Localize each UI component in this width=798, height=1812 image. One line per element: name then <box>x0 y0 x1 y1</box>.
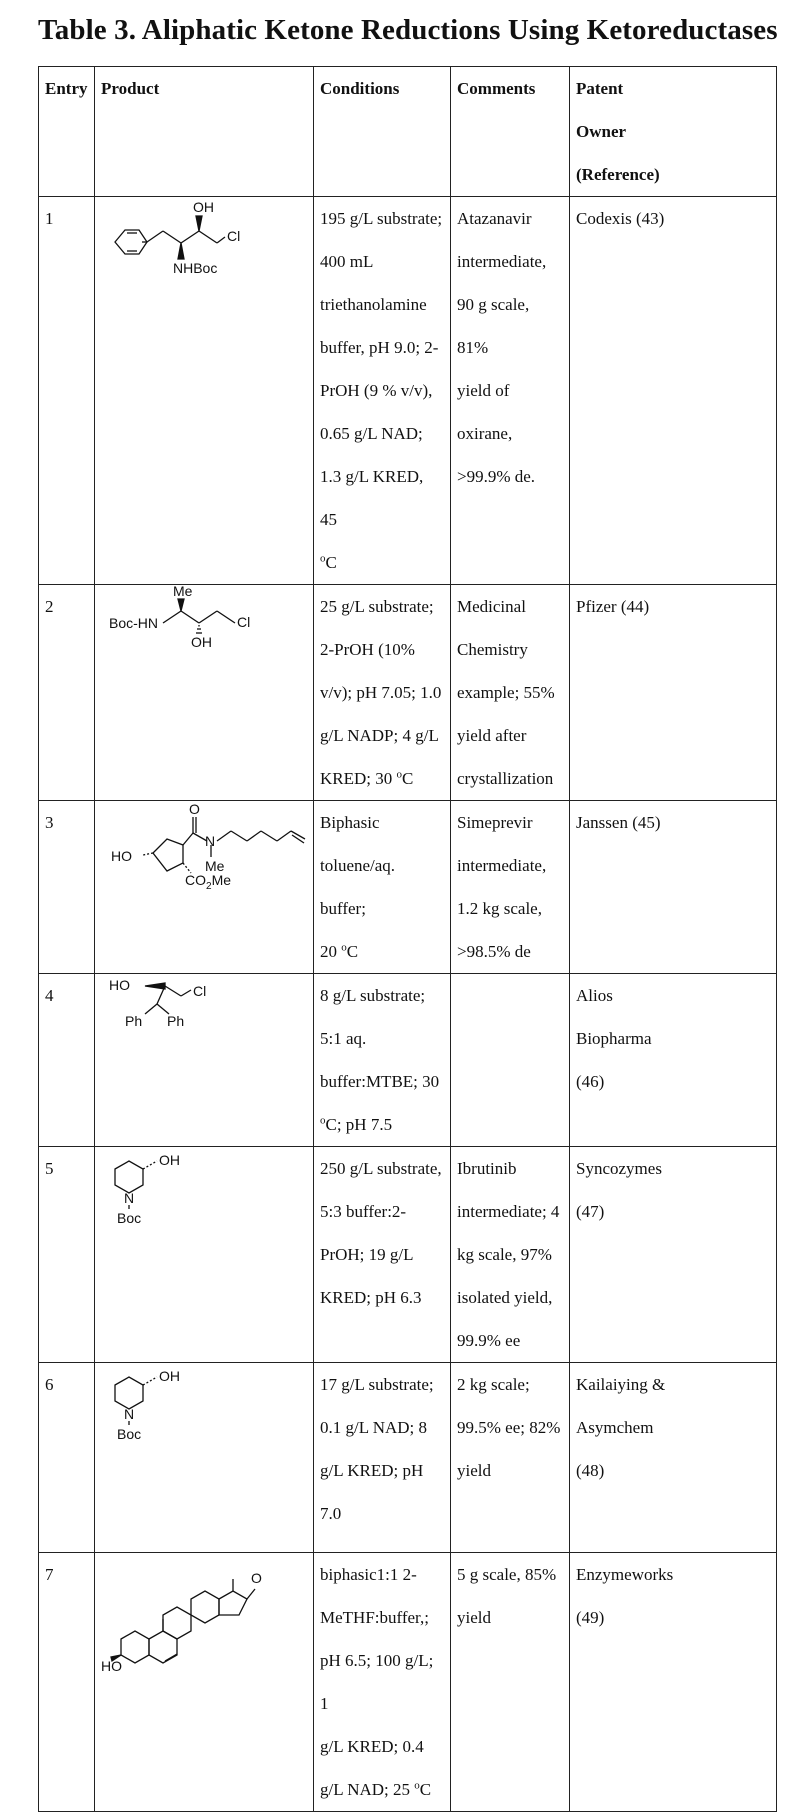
structure-image <box>101 197 307 287</box>
degree-sign: o <box>320 1114 326 1127</box>
header-owner <box>570 67 777 197</box>
entry-cell: 5 <box>39 1147 95 1363</box>
ho-label: HO <box>111 848 132 864</box>
header-owner-line: Patent <box>576 79 624 98</box>
owner-cell: Kailaiying & Asymchem (48) <box>570 1363 777 1553</box>
nhboc-label: NHBoc <box>173 260 218 276</box>
structure-image <box>101 1553 307 1683</box>
header-owner-line: (Reference) <box>576 165 660 184</box>
comments-cell: Medicinal Chemistry example; 55% yield after crystallization <box>451 585 570 801</box>
ph-label: Ph <box>167 1013 185 1029</box>
degree-sign: o <box>396 768 402 781</box>
boc-label: Boc <box>117 1426 142 1442</box>
oh-label: OH <box>193 199 214 215</box>
header-comments: Comments <box>451 67 570 197</box>
structure-image <box>101 1363 307 1443</box>
me-label: Me <box>205 858 225 874</box>
cl-label: Cl <box>193 983 207 999</box>
table-row <box>39 1363 777 1553</box>
ketoreductase-table <box>38 66 777 1812</box>
product-cell <box>95 1147 314 1363</box>
entry-cell: 6 <box>39 1363 95 1553</box>
comments-cell: 2 kg scale; 99.5% ee; 82% yield <box>451 1363 570 1553</box>
comments-cell: 5 g scale, 85% yield <box>451 1553 570 1812</box>
entry-cell: 1 <box>39 197 95 585</box>
header-conditions: Conditions <box>314 67 451 197</box>
n-label: N <box>124 1406 135 1422</box>
owner-cell: Syncozymes (47) <box>570 1147 777 1363</box>
table-row <box>39 1147 777 1363</box>
owner-cell: Janssen (45) <box>570 801 777 974</box>
n-label: N <box>205 833 216 849</box>
o-label: O <box>189 801 200 817</box>
table-row <box>39 585 777 801</box>
bochn-label: Boc-HN <box>109 615 159 631</box>
entry-cell: 4 <box>39 974 95 1147</box>
degree-sign: o <box>414 1779 420 1792</box>
structure-image <box>101 1147 307 1227</box>
cl-label: Cl <box>227 228 241 244</box>
comments-cell: Simeprevir intermediate, 1.2 kg scale, >98.5% de <box>451 801 570 974</box>
product-cell <box>95 197 314 585</box>
ho-label: HO <box>101 1658 122 1674</box>
conditions-cell: 250 g/L substrate, 5:3 buffer:2- PrOH; 19 g/L KRED; pH 6.3 <box>314 1147 451 1363</box>
structure-image <box>101 585 307 665</box>
owner-cell: Alios Biopharma (46) <box>570 974 777 1147</box>
n-label: N <box>124 1190 135 1206</box>
degree-sign: o <box>341 941 347 954</box>
table-title: Table 3. Aliphatic Ketone Reductions Using Ketoreductases <box>38 14 778 46</box>
degree-sign: o <box>320 552 326 565</box>
owner-cell: Enzymeworks (49) <box>570 1553 777 1812</box>
conditions-cell: 195 g/L substrate; 400 mL triethanolamine buffer, pH 9.0; 2- PrOH (9 % v/v), 0.65 g/L NAD; 1.3 g/L KRED, 45 $^o$C <box>314 197 451 585</box>
ho-label: HO <box>109 977 130 993</box>
comments-cell: Ibrutinib intermediate; 4 kg scale, 97% isolated yield, 99.9% ee <box>451 1147 570 1363</box>
conditions-cell: biphasic1:1 2- MeTHF:buffer,; pH 6.5; 100 g/L; 1 g/L KRED; 0.4 g/L NAD; 25 $^o$C <box>314 1553 451 1812</box>
table-row <box>39 197 777 585</box>
table-row <box>39 974 777 1147</box>
entry-cell: 3 <box>39 801 95 974</box>
header-entry: Entry <box>39 67 95 197</box>
table-row <box>39 801 777 974</box>
product-cell <box>95 1553 314 1812</box>
comments-cell <box>451 974 570 1147</box>
owner-cell: Pfizer (44) <box>570 585 777 801</box>
boc-label: Boc <box>117 1210 142 1226</box>
co2me-label: $CO_2Me$ <box>185 872 232 892</box>
entry-cell: 7 <box>39 1553 95 1812</box>
conditions-cell: Biphasic toluene/aq. buffer; 20 $^o$C <box>314 801 451 974</box>
oh-label: OH <box>159 1152 180 1168</box>
product-cell <box>95 1363 314 1553</box>
header-product: Product <box>95 67 314 197</box>
entry-cell: 2 <box>39 585 95 801</box>
me-label: Me <box>173 585 193 599</box>
table-row <box>39 1553 777 1812</box>
table-header-row <box>39 67 777 197</box>
oh-label: OH <box>191 634 212 650</box>
o-label: O <box>251 1570 262 1586</box>
structure-image <box>101 974 307 1044</box>
product-cell <box>95 801 314 974</box>
structure-image <box>101 801 307 911</box>
comments-cell: Atazanavir intermediate, 90 g scale, 81% yield of oxirane, >99.9% de. <box>451 197 570 585</box>
conditions-cell: 8 g/L substrate; 5:1 aq. buffer:MTBE; 30 $^o$C; pH 7.5 <box>314 974 451 1147</box>
product-cell <box>95 585 314 801</box>
owner-cell: Codexis (43) <box>570 197 777 585</box>
oh-label: OH <box>159 1368 180 1384</box>
ph-label: Ph <box>125 1013 143 1029</box>
product-cell <box>95 974 314 1147</box>
header-owner-line: Owner <box>576 122 627 141</box>
conditions-cell: 25 g/L substrate; 2-PrOH (10% v/v); pH 7.05; 1.0 g/L NADP; 4 g/L KRED; 30 $^o$C <box>314 585 451 801</box>
cl-label: Cl <box>237 614 251 630</box>
conditions-cell: 17 g/L substrate; 0.1 g/L NAD; 8 g/L KRED; pH 7.0 <box>314 1363 451 1553</box>
